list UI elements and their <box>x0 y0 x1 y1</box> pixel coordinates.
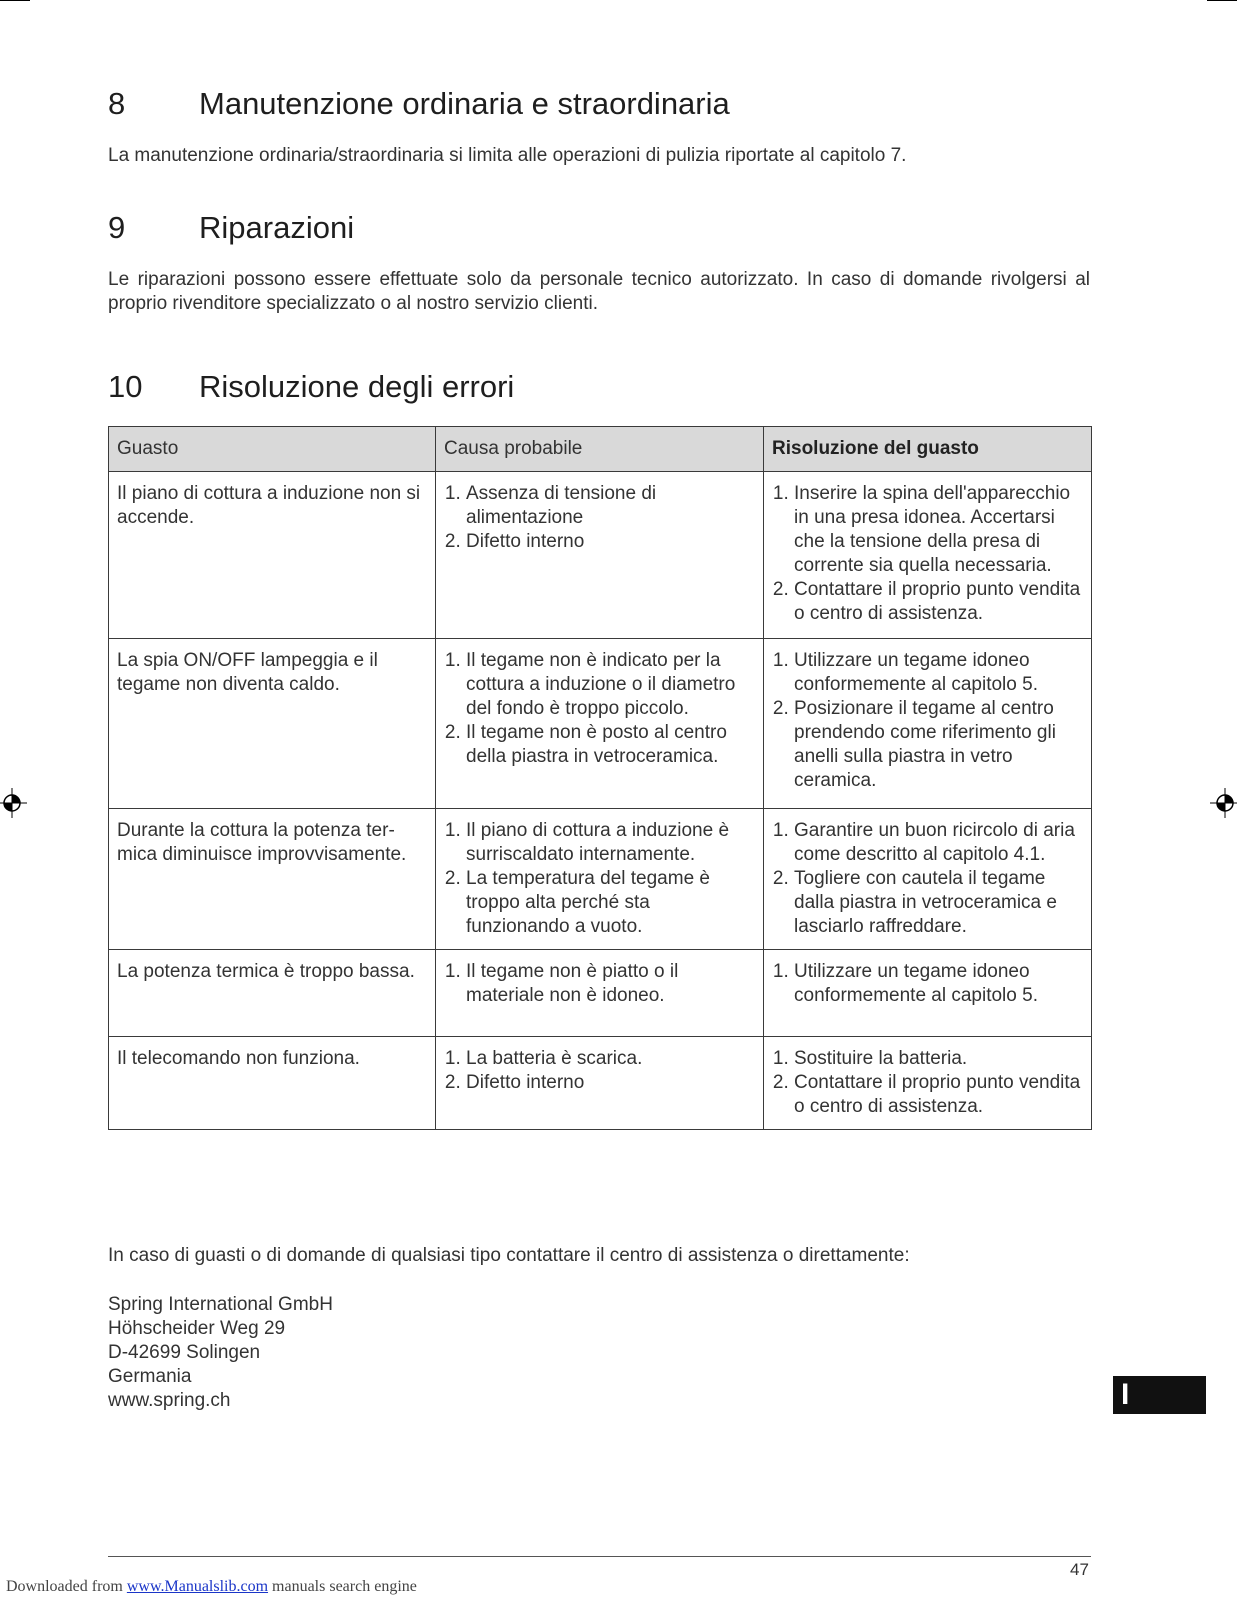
list-item: 1. Il tegame non è piatto o il materiale non è idoneo. <box>466 960 755 1008</box>
page-number: 47 <box>1070 1560 1089 1579</box>
fault-cell: Il piano di cottura a induzione non si accende. <box>109 472 436 639</box>
header-cause: Causa probabile <box>436 427 764 472</box>
section-number: 9 <box>108 210 126 245</box>
contact-intro: In caso di guasti o di domande di qualsiasi tipo contattare il centro di assistenza o direttamente: <box>108 1245 910 1266</box>
list-item: 2. Difetto interno <box>466 530 755 554</box>
fault-cell: Il telecomando non funziona. <box>109 1037 436 1130</box>
section-number: 8 <box>108 86 126 121</box>
header-solution: Risoluzione del guasto <box>764 427 1092 472</box>
download-suffix: manuals search engine <box>268 1578 417 1595</box>
header-fault: Guasto <box>109 427 436 472</box>
list-item: 2. La temperatura del tegame è troppo alta perché sta funzionando a vuoto. <box>466 867 755 939</box>
section-title: Riparazioni <box>199 210 355 245</box>
table-row <box>109 639 1092 809</box>
solution-cell <box>764 1037 1092 1130</box>
list-item: 2. Contattare il proprio punto vendita o centro di assistenza. <box>794 1071 1083 1119</box>
solution-cell <box>764 639 1092 809</box>
table-row <box>109 472 1092 639</box>
website: www.spring.ch <box>108 1390 231 1411</box>
cause-cell <box>436 639 764 809</box>
table-row <box>109 950 1092 1037</box>
list-item: 2. Il tegame non è posto al centro della piastra in vetroceramica. <box>466 721 755 769</box>
list-item: 2. Posizionare il tegame al centro prendendo come riferimento gli anelli sulla piastra in vetro ceramica. <box>794 697 1083 793</box>
cause-cell <box>436 1037 764 1130</box>
solution-cell <box>764 950 1092 1037</box>
language-tab: I <box>1113 1376 1206 1414</box>
download-prefix: Downloaded from <box>6 1578 127 1595</box>
section-number: 10 <box>108 369 143 404</box>
city: D-42699 Solingen <box>108 1342 261 1363</box>
list-item: 1. Il tegame non è indicato per la cottura a induzione o il diametro del fondo è troppo piccolo. <box>466 649 755 721</box>
list-item: 1. La batteria è scarica. <box>466 1047 755 1071</box>
solution-cell <box>764 472 1092 639</box>
list-item: 1. Utilizzare un tegame idoneo conformemente al capitolo 5. <box>794 649 1083 697</box>
cause-cell <box>436 809 764 950</box>
fault-cell: La spia ON/OFF lampeggia e il tegame non diventa caldo. <box>109 639 436 809</box>
table-row <box>109 1037 1092 1130</box>
footer-rule <box>108 1556 1091 1557</box>
manualslib-link[interactable]: www.Manualslib.com <box>126 1578 269 1595</box>
list-item: 1. Inserire la spina dell'apparecchio in una presa idonea. Accertarsi che la tensione della presa di corrente sia quella necessaria. <box>794 482 1083 578</box>
fault-cell: La potenza termica è troppo bassa. <box>109 950 436 1037</box>
section-title: Manutenzione ordinaria e straordinaria <box>199 86 730 121</box>
section-8-text: La manutenzione ordinaria/straordinaria si limita alle operazioni di pulizia riportate al capitolo 7. <box>108 145 907 166</box>
list-item: 2. Contattare il proprio punto vendita o centro di assistenza. <box>794 578 1083 626</box>
table-row <box>109 809 1092 950</box>
section-title: Risoluzione degli errori <box>199 369 515 404</box>
crop-mark-right <box>1207 0 1237 1</box>
list-item: 1. Sostituire la batteria. <box>794 1047 1083 1071</box>
list-item: 1. Il piano di cottura a induzione è surriscaldato internamente. <box>466 819 755 867</box>
street: Höhscheider Weg 29 <box>108 1318 286 1339</box>
crop-mark-left <box>0 0 30 1</box>
contact-address <box>108 1293 333 1413</box>
list-item: 2. Togliere con cautela il tegame dalla piastra in vetroceramica e lasciarlo raffreddare. <box>794 867 1083 939</box>
list-item: 1. Garantire un buon ricircolo di aria come descritto al capitolo 4.1. <box>794 819 1083 867</box>
registration-mark-right-icon <box>1210 788 1237 818</box>
table-header-row <box>109 427 1092 472</box>
cause-cell <box>436 950 764 1037</box>
troubleshooting-table <box>108 426 1092 1130</box>
list-item: 2. Difetto interno <box>466 1071 755 1095</box>
list-item: 1. Utilizzare un tegame idoneo conformemente al capitolo 5. <box>794 960 1083 1008</box>
company-name: Spring International GmbH <box>108 1294 333 1315</box>
solution-cell <box>764 809 1092 950</box>
list-item: 1. Assenza di tensione di alimentazione <box>466 482 755 530</box>
section-9-text: Le riparazioni possono essere effettuate solo da personale tecnico autorizzato. In caso di domande rivolgersi al proprio rivenditore specializzato o al nostro servizio clienti. <box>108 269 1090 314</box>
cause-cell <box>436 472 764 639</box>
registration-mark-left-icon <box>0 788 27 818</box>
download-source-note <box>6 1578 417 1596</box>
fault-cell: Durante la cottura la potenza termica diminuisce improvvisamente. <box>109 809 436 950</box>
country: Germania <box>108 1366 192 1387</box>
